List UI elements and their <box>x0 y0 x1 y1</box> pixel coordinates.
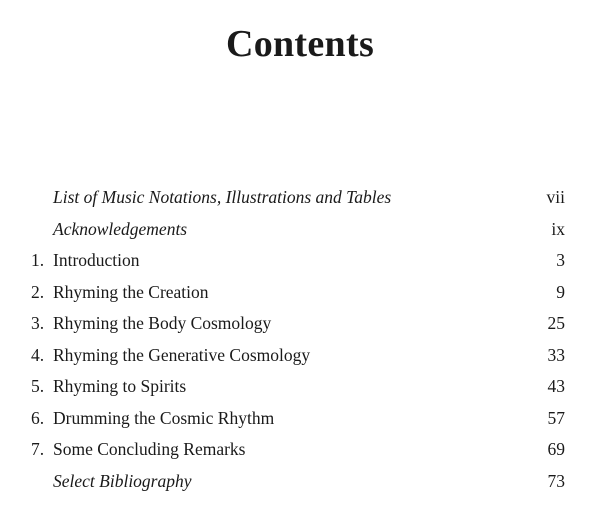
toc-entry <box>0 468 600 500</box>
entry-number: 2. <box>31 281 45 302</box>
entry-number: 5. <box>31 376 45 396</box>
toc-entry <box>0 310 600 342</box>
toc-entry <box>0 373 600 405</box>
entry-page: 57 <box>547 407 565 428</box>
entry-number: 6. <box>31 407 45 428</box>
entry-page: vii <box>546 187 565 207</box>
toc-entry <box>0 216 600 248</box>
entry-page: 73 <box>547 470 565 491</box>
entry-number: 4. <box>31 344 45 365</box>
toc-entry <box>0 247 600 279</box>
page-title: Contents <box>225 23 375 65</box>
entry-title: Rhyming the Generative Cosmology <box>53 344 311 365</box>
entry-page: ix <box>551 218 565 239</box>
toc-entry <box>0 184 600 216</box>
entry-title: Acknowledgements <box>53 218 188 239</box>
entry-title: Rhyming the Creation <box>53 281 209 302</box>
entry-number: 3. <box>31 313 45 333</box>
toc-entry <box>0 436 600 468</box>
entry-title: Select Bibliography <box>53 470 192 491</box>
table-of-contents <box>0 184 600 499</box>
toc-entry <box>0 279 600 311</box>
entry-title: Rhyming the Body Cosmology <box>53 313 272 333</box>
entry-page: 25 <box>547 313 565 333</box>
entry-title: Some Concluding Remarks <box>53 439 246 459</box>
entry-title: Drumming the Cosmic Rhythm <box>53 407 275 428</box>
entry-page: 3 <box>556 250 565 270</box>
entry-page: 9 <box>556 281 565 302</box>
entry-title: List of Music Notations, Illustrations and Tables <box>53 187 392 207</box>
entry-page: 33 <box>547 344 565 365</box>
entry-number: 1. <box>31 250 45 270</box>
entry-page: 43 <box>547 376 565 396</box>
toc-entry <box>0 342 600 374</box>
entry-number: 7. <box>31 439 45 459</box>
toc-entry <box>0 405 600 437</box>
entry-title: Introduction <box>53 250 140 270</box>
entry-title: Rhyming to Spirits <box>53 376 187 396</box>
entry-page: 69 <box>547 439 565 459</box>
